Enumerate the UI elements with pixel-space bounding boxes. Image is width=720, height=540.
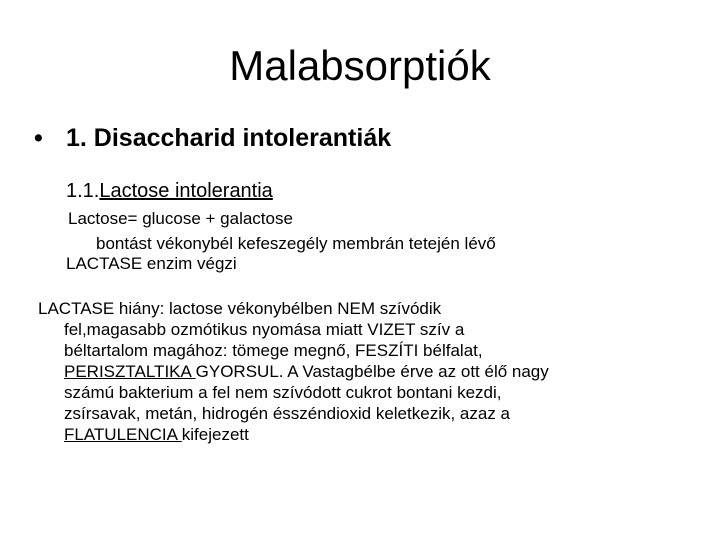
enzyme-line-2: LACTASE enzim végzi [66,254,237,273]
bullet-marker: • [34,124,43,152]
bullet-item [34,122,391,154]
paragraph-line-rest: GYORSUL. A Vastagbélbe érve az ott élő nagy [195,362,549,381]
sub-heading [66,178,273,204]
enzyme-line-1: bontást vékonybél kefeszegély membrán tetején lévő [96,234,496,253]
formula-line: Lactose= glucose + galactose [68,209,293,228]
sub-heading-text: Lactose intolerantia [99,180,273,202]
sub-heading-number: 1.1. [66,180,100,202]
paragraph-line: béltartalom magához: tömege megnő, FESZÍTI bélfalat, [64,341,483,360]
slide-title: Malabsorptiók [229,42,491,89]
paragraph-line: számú bakterium a fel nem szívódott cukrot bontani kezdi, [64,383,502,402]
paragraph-line: LACTASE hiány: lactose vékonybélben NEM szívódik [38,299,442,318]
paragraph-line: zsírsavak, metán, hidrogén ésszéndioxid keletkezik, azaz a [64,404,511,423]
peristalsis-term: PERISZTALTIKA [64,362,196,381]
paragraph-line: fel,magasabb ozmótikus nyomása miatt VIZET szív a [64,320,465,339]
flatulence-term: FLATULENCIA [64,425,182,444]
paragraph-line [38,424,708,445]
paragraph-line-rest: kifejezett [181,425,249,444]
paragraph-line [38,361,708,382]
lactase-paragraph [38,298,708,445]
bullet-text: 1. Disaccharid intolerantiák [66,124,392,152]
